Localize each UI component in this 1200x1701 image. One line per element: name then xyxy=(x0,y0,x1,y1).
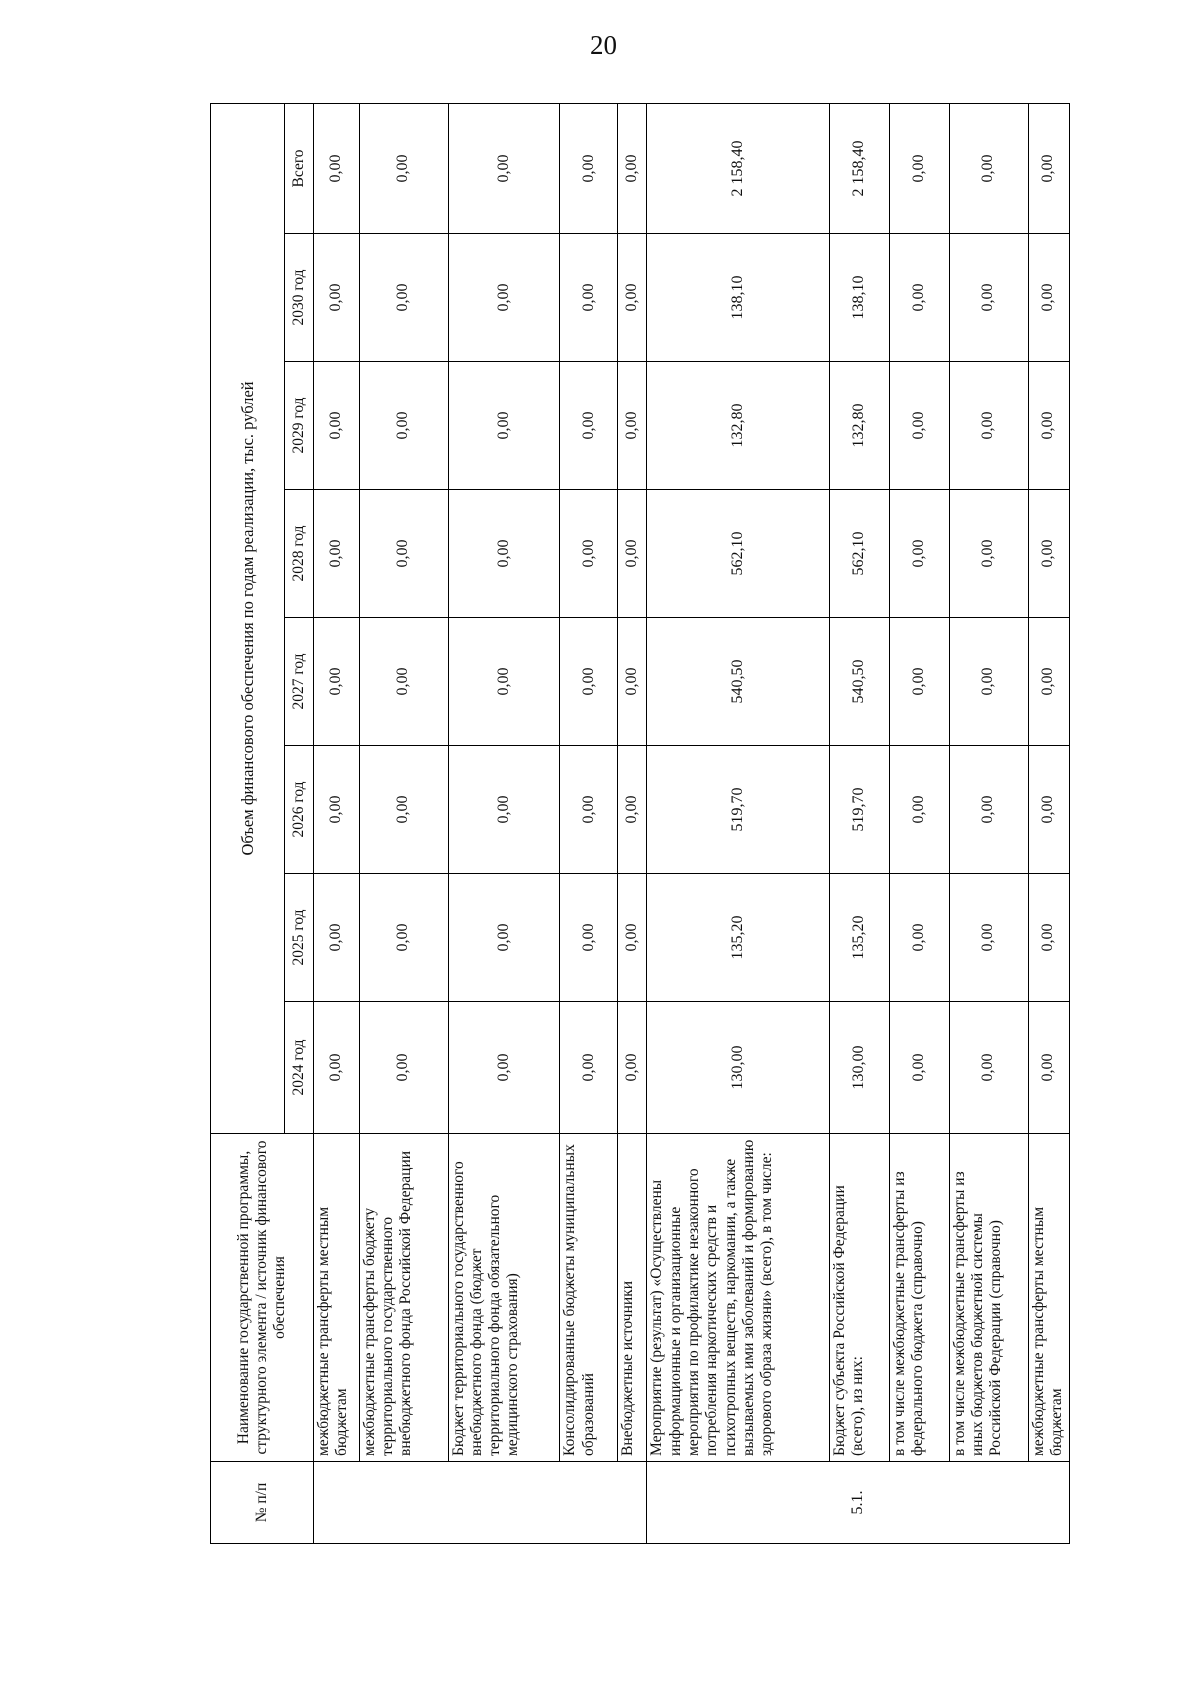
row-value: 0,00 xyxy=(1028,362,1069,490)
row-name: в том числе межбюджетные трансферты из федерального бюджета (справочно) xyxy=(889,1134,949,1462)
row-value: 132,80 xyxy=(829,362,889,490)
row-value: 0,00 xyxy=(560,490,618,618)
row-value: 0,00 xyxy=(448,746,560,874)
page-number: 20 xyxy=(590,30,617,60)
row-value: 0,00 xyxy=(618,746,647,874)
row-value: 0,00 xyxy=(618,362,647,490)
row-value: 0,00 xyxy=(1028,874,1069,1002)
row-name: Внебюджетные источники xyxy=(618,1134,647,1462)
row-value: 0,00 xyxy=(1028,746,1069,874)
row-value: 540,50 xyxy=(829,618,889,746)
row-value: 540,50 xyxy=(647,618,829,746)
row-code: 5.1. xyxy=(647,1462,1070,1544)
row-value: 0,00 xyxy=(1028,618,1069,746)
header-name-col: Наименование государственной программы, структурного элемента / источник финансового обеспечения xyxy=(211,1134,314,1462)
table-row xyxy=(560,103,618,1543)
row-value: 0,00 xyxy=(889,618,949,746)
header-year-2024: 2024 год xyxy=(285,1002,314,1134)
table-row xyxy=(1028,103,1069,1543)
row-value: 0,00 xyxy=(448,874,560,1002)
row-value: 0,00 xyxy=(949,874,1028,1002)
row-name: Бюджет субъекта Российской Федерации (всего), из них: xyxy=(829,1134,889,1462)
row-value: 519,70 xyxy=(829,746,889,874)
header-total: Всего xyxy=(285,103,314,233)
table-row xyxy=(949,103,1028,1543)
row-value: 0,00 xyxy=(314,618,360,746)
table-row xyxy=(618,103,647,1543)
row-value: 519,70 xyxy=(647,746,829,874)
row-value: 0,00 xyxy=(618,1002,647,1134)
row-value: 0,00 xyxy=(949,1002,1028,1134)
row-name: межбюджетные трансферты бюджету территориального государственного внебюджетного фонда Российской Федерации xyxy=(359,1134,448,1462)
row-value: 0,00 xyxy=(448,362,560,490)
header-year-2025: 2025 год xyxy=(285,874,314,1002)
row-value: 2 158,40 xyxy=(829,103,889,233)
row-value: 0,00 xyxy=(560,362,618,490)
table-row xyxy=(829,103,889,1543)
row-value: 0,00 xyxy=(949,490,1028,618)
header-group-title: Объем финансового обеспечения по годам реализации, тыс. рублей xyxy=(211,103,285,1133)
row-value: 0,00 xyxy=(618,490,647,618)
row-value: 0,00 xyxy=(949,234,1028,362)
row-value: 0,00 xyxy=(314,103,360,233)
row-value: 135,20 xyxy=(829,874,889,1002)
header-year-2029: 2029 год xyxy=(285,362,314,490)
row-value: 0,00 xyxy=(560,1002,618,1134)
row-name: Бюджет территориального государственного внебюджетного фонда (бюджет территориального фонда обязательного медицинского страхования) xyxy=(448,1134,560,1462)
row-value: 0,00 xyxy=(560,234,618,362)
row-value: 0,00 xyxy=(889,1002,949,1134)
row-value: 0,00 xyxy=(359,746,448,874)
table-row xyxy=(889,103,949,1543)
row-value: 130,00 xyxy=(829,1002,889,1134)
row-value: 0,00 xyxy=(359,490,448,618)
row-value: 0,00 xyxy=(1028,1002,1069,1134)
header-year-2027: 2027 год xyxy=(285,618,314,746)
row-value: 0,00 xyxy=(949,746,1028,874)
row-value: 0,00 xyxy=(618,874,647,1002)
row-name: межбюджетные трансферты местным бюджетам xyxy=(314,1134,360,1462)
row-value: 0,00 xyxy=(889,874,949,1002)
row-value: 0,00 xyxy=(359,103,448,233)
row-value: 0,00 xyxy=(314,874,360,1002)
row-value: 132,80 xyxy=(647,362,829,490)
row-value: 0,00 xyxy=(949,618,1028,746)
row-value: 562,10 xyxy=(647,490,829,618)
row-value: 0,00 xyxy=(314,746,360,874)
header-year-2026: 2026 год xyxy=(285,746,314,874)
row-value: 0,00 xyxy=(448,1002,560,1134)
table-row xyxy=(314,103,360,1543)
financing-table xyxy=(210,103,1070,1544)
header-year-2030: 2030 год xyxy=(285,234,314,362)
row-value: 0,00 xyxy=(359,1002,448,1134)
row-code-empty xyxy=(314,1462,647,1544)
row-value: 0,00 xyxy=(618,618,647,746)
row-value: 0,00 xyxy=(314,362,360,490)
row-value: 0,00 xyxy=(314,490,360,618)
row-value: 0,00 xyxy=(560,618,618,746)
row-value: 0,00 xyxy=(1028,234,1069,362)
row-value: 138,10 xyxy=(647,234,829,362)
row-value: 0,00 xyxy=(448,234,560,362)
row-value: 0,00 xyxy=(1028,103,1069,233)
row-value: 138,10 xyxy=(829,234,889,362)
row-name: в том числе межбюджетные трансферты из иных бюджетов бюджетной системы Российской Федерации (справочно) xyxy=(949,1134,1028,1462)
row-value: 0,00 xyxy=(314,234,360,362)
row-value: 0,00 xyxy=(359,618,448,746)
row-value: 0,00 xyxy=(1028,490,1069,618)
header-year-2028: 2028 год xyxy=(285,490,314,618)
row-name: Консолидированные бюджеты муниципальных образований xyxy=(560,1134,618,1462)
row-value: 0,00 xyxy=(889,362,949,490)
row-value: 135,20 xyxy=(647,874,829,1002)
row-value: 0,00 xyxy=(560,103,618,233)
row-value: 0,00 xyxy=(618,103,647,233)
row-value: 0,00 xyxy=(889,234,949,362)
row-value: 0,00 xyxy=(448,103,560,233)
row-value: 0,00 xyxy=(359,874,448,1002)
row-name: Мероприятие (результат) «Осуществлены информационные и организационные мероприятия по профилактике незаконного потребления наркотических средств и психотропных веществ, наркомании, а также вызываемых ими заболеваний и формированию здорового образа жизни» (всего), в том числе: xyxy=(647,1134,829,1462)
row-value: 0,00 xyxy=(448,490,560,618)
row-value: 0,00 xyxy=(949,362,1028,490)
row-value: 0,00 xyxy=(560,746,618,874)
row-value: 0,00 xyxy=(949,103,1028,233)
row-value: 0,00 xyxy=(314,1002,360,1134)
table-row xyxy=(359,103,448,1543)
row-name: межбюджетные трансферты местным бюджетам xyxy=(1028,1134,1069,1462)
row-value: 0,00 xyxy=(618,234,647,362)
row-value: 0,00 xyxy=(889,746,949,874)
row-value: 562,10 xyxy=(829,490,889,618)
row-value: 0,00 xyxy=(359,234,448,362)
row-value: 0,00 xyxy=(889,103,949,233)
header-num-col: № п/п xyxy=(211,1462,314,1544)
row-value: 0,00 xyxy=(359,362,448,490)
row-value: 2 158,40 xyxy=(647,103,829,233)
rotated-table-wrapper xyxy=(210,104,1070,1544)
row-value: 0,00 xyxy=(560,874,618,1002)
table-row xyxy=(647,103,829,1543)
row-value: 0,00 xyxy=(889,490,949,618)
table-row xyxy=(448,103,560,1543)
row-value: 0,00 xyxy=(448,618,560,746)
row-value: 130,00 xyxy=(647,1002,829,1134)
